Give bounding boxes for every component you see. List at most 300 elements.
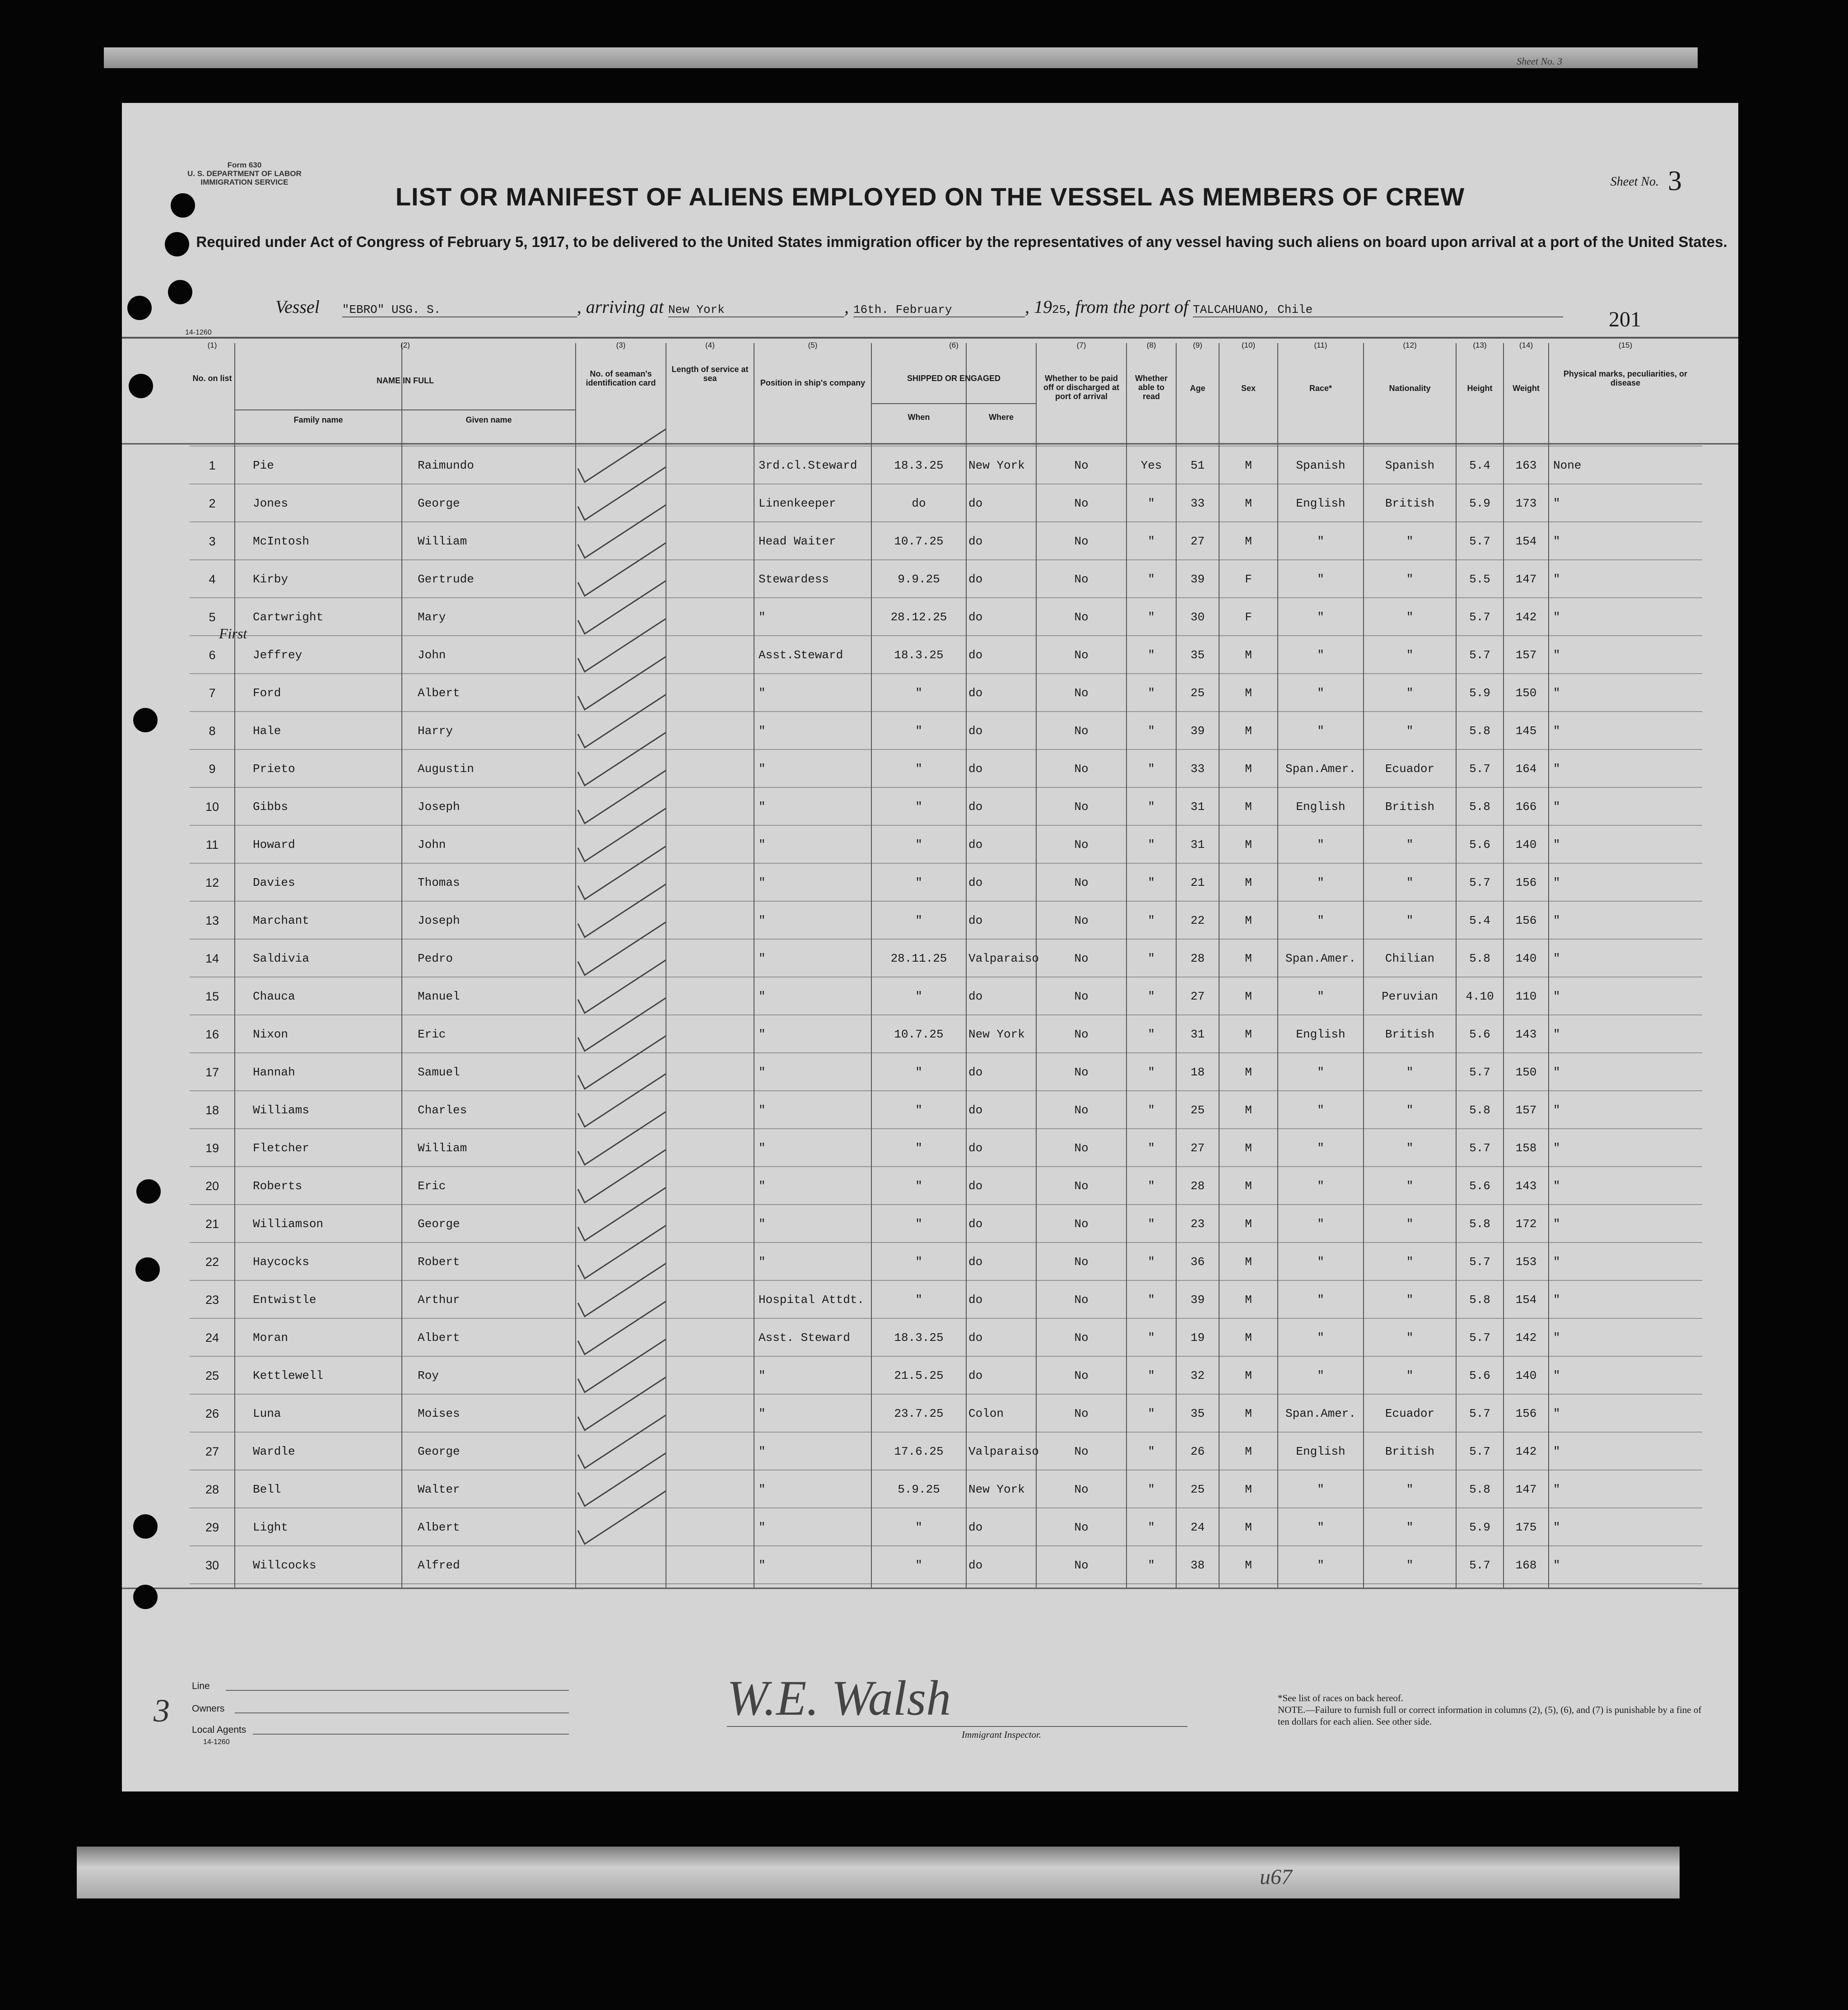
row-number: 4 bbox=[209, 572, 216, 586]
race: " bbox=[1317, 1559, 1324, 1572]
physical-marks: " bbox=[1553, 1141, 1560, 1155]
check-mark bbox=[578, 1415, 666, 1468]
nationality: " bbox=[1406, 1293, 1414, 1307]
nationality: " bbox=[1406, 1065, 1414, 1079]
row-number: 5 bbox=[209, 610, 216, 624]
family-name: Kettlewell bbox=[253, 1369, 324, 1382]
race: English bbox=[1296, 800, 1345, 814]
shipped-when: " bbox=[915, 876, 922, 889]
paid-off: No bbox=[1074, 1217, 1089, 1231]
shipped-where: do bbox=[968, 1331, 983, 1345]
weight: 154 bbox=[1515, 1293, 1537, 1307]
shipped-when: " bbox=[915, 914, 922, 927]
weight: 150 bbox=[1515, 686, 1537, 700]
shipped-when: " bbox=[915, 838, 922, 851]
position: " bbox=[759, 1445, 766, 1458]
able-to-read: " bbox=[1148, 1103, 1155, 1117]
age: 32 bbox=[1190, 1369, 1205, 1382]
position: " bbox=[759, 990, 766, 1003]
given-name: Harry bbox=[418, 724, 453, 738]
first-annotation: First bbox=[219, 625, 247, 642]
column-number: (3) bbox=[616, 341, 626, 349]
shipped-when: " bbox=[915, 686, 922, 700]
physical-marks: " bbox=[1553, 648, 1560, 662]
height: 5.8 bbox=[1469, 724, 1490, 738]
check-mark bbox=[578, 808, 666, 861]
position: Asst.Steward bbox=[759, 648, 843, 662]
check-mark bbox=[578, 1491, 666, 1544]
able-to-read: " bbox=[1148, 762, 1155, 776]
paid-off: No bbox=[1074, 1331, 1089, 1345]
sex: M bbox=[1245, 724, 1252, 738]
sex: M bbox=[1245, 952, 1252, 965]
shipped-where: do bbox=[968, 800, 983, 814]
shipped-when: 18.3.25 bbox=[894, 1331, 944, 1345]
paid-off: No bbox=[1074, 838, 1089, 851]
shipped-where: Valparaiso bbox=[968, 952, 1039, 965]
shipped-when: 18.3.25 bbox=[894, 648, 944, 662]
paid-off: No bbox=[1074, 459, 1089, 472]
height: 5.8 bbox=[1469, 952, 1490, 965]
physical-marks: " bbox=[1553, 610, 1560, 624]
column-number: (11) bbox=[1314, 341, 1327, 349]
paid-off: No bbox=[1074, 1255, 1089, 1269]
shipped-when: " bbox=[915, 762, 922, 776]
age: 27 bbox=[1190, 535, 1205, 548]
age: 39 bbox=[1190, 572, 1205, 586]
race: Span.Amer. bbox=[1285, 762, 1356, 776]
sex: M bbox=[1245, 1521, 1252, 1534]
shipped-where: do bbox=[968, 648, 983, 662]
physical-marks: " bbox=[1553, 686, 1560, 700]
weight: 164 bbox=[1515, 762, 1537, 776]
signature-rule bbox=[727, 1726, 1187, 1727]
punch-hole bbox=[136, 1179, 161, 1204]
given-name: Eric bbox=[418, 1028, 446, 1041]
shipped-where: Colon bbox=[968, 1407, 1004, 1420]
nationality: British bbox=[1385, 497, 1435, 510]
age: 28 bbox=[1190, 1179, 1205, 1193]
row-number: 22 bbox=[205, 1255, 219, 1269]
height: 5.7 bbox=[1469, 1255, 1490, 1269]
sheet-label: Sheet No. bbox=[1610, 175, 1659, 189]
paid-off: No bbox=[1074, 1369, 1089, 1382]
sex: M bbox=[1245, 1331, 1252, 1345]
from-label: , from the port of bbox=[1066, 297, 1188, 317]
paid-off: No bbox=[1074, 610, 1089, 624]
sex: M bbox=[1245, 1255, 1252, 1269]
shipped-when: 23.7.25 bbox=[894, 1407, 944, 1420]
able-to-read: " bbox=[1148, 648, 1155, 662]
shipped-when: " bbox=[915, 1293, 922, 1307]
able-to-read: " bbox=[1148, 1141, 1155, 1155]
family-name: Ford bbox=[253, 686, 281, 700]
height: 5.7 bbox=[1469, 1331, 1490, 1345]
form-number: Form 630 bbox=[227, 161, 262, 169]
header-shipped-or-engaged: SHIPPED OR ENGAGED bbox=[907, 374, 1001, 383]
given-name: John bbox=[418, 838, 446, 851]
column-number: (4) bbox=[705, 341, 715, 349]
shipped-where: do bbox=[968, 535, 983, 548]
family-name: Saldivia bbox=[253, 952, 309, 965]
family-name: McIntosh bbox=[253, 535, 309, 548]
height: 5.6 bbox=[1469, 1369, 1490, 1382]
race: " bbox=[1317, 1255, 1324, 1269]
height: 5.7 bbox=[1469, 610, 1490, 624]
able-to-read: " bbox=[1148, 838, 1155, 851]
physical-marks: " bbox=[1553, 1293, 1560, 1307]
position: 3rd.cl.Steward bbox=[759, 459, 857, 472]
row-number: 1 bbox=[209, 459, 216, 472]
race: " bbox=[1317, 724, 1324, 738]
shipped-when: 28.12.25 bbox=[890, 610, 947, 624]
paid-off: No bbox=[1074, 1141, 1089, 1155]
sex: M bbox=[1245, 876, 1252, 889]
check-mark bbox=[578, 467, 666, 520]
position: " bbox=[759, 876, 766, 889]
arrival-date: 16th. February bbox=[853, 303, 1025, 317]
weight: 145 bbox=[1515, 724, 1537, 738]
shipped-where: do bbox=[968, 572, 983, 586]
row-number: 25 bbox=[205, 1369, 219, 1382]
height: 5.4 bbox=[1469, 914, 1490, 927]
arrival-year: 25 bbox=[1052, 303, 1066, 316]
height: 5.6 bbox=[1469, 1179, 1490, 1193]
height: 5.8 bbox=[1469, 1293, 1490, 1307]
paid-off: No bbox=[1074, 914, 1089, 927]
row-number: 27 bbox=[205, 1445, 219, 1458]
shipped-where: do bbox=[968, 876, 983, 889]
check-mark bbox=[578, 581, 666, 634]
age: 18 bbox=[1190, 1065, 1205, 1079]
height: 5.7 bbox=[1469, 648, 1490, 662]
column-number: (14) bbox=[1519, 341, 1533, 349]
family-name: Jones bbox=[253, 497, 289, 510]
paid-off: No bbox=[1074, 1293, 1089, 1307]
vessel-line: Vessel "EBRO" USG. S. , arriving at New York , 16th. February , 1925, from the port of TALCAHUANO, Chile bbox=[275, 296, 1563, 317]
height: 5.5 bbox=[1469, 572, 1490, 586]
nationality: " bbox=[1406, 1217, 1414, 1231]
check-mark bbox=[578, 770, 666, 824]
position: " bbox=[759, 1028, 766, 1041]
column-number: (7) bbox=[1076, 341, 1086, 349]
shipped-when: " bbox=[915, 1521, 922, 1534]
weight: 143 bbox=[1515, 1028, 1537, 1041]
row-number: 21 bbox=[205, 1217, 219, 1231]
sex: F bbox=[1245, 572, 1252, 586]
weight: 156 bbox=[1515, 1407, 1537, 1420]
header-name-in-full: NAME IN FULL bbox=[377, 376, 434, 385]
race: English bbox=[1296, 1445, 1345, 1458]
age: 19 bbox=[1190, 1331, 1205, 1345]
given-name: Walter bbox=[418, 1483, 460, 1496]
given-name: Joseph bbox=[418, 800, 460, 814]
paid-off: No bbox=[1074, 1103, 1089, 1117]
physical-marks: " bbox=[1553, 1065, 1560, 1079]
family-name: Prieto bbox=[253, 762, 295, 776]
shipped-where: do bbox=[968, 686, 983, 700]
shipped-where: do bbox=[968, 990, 983, 1003]
family-name: Roberts bbox=[253, 1179, 303, 1193]
sheet-number-value: 3 bbox=[1668, 166, 1682, 196]
punch-hole bbox=[129, 374, 153, 398]
row-number: 30 bbox=[205, 1559, 219, 1572]
shipped-where: do bbox=[968, 1103, 983, 1117]
paid-off: No bbox=[1074, 800, 1089, 814]
paid-off: No bbox=[1074, 952, 1089, 965]
able-to-read: " bbox=[1148, 1559, 1155, 1572]
position: " bbox=[759, 1179, 766, 1193]
check-mark bbox=[578, 1225, 666, 1279]
row-number: 18 bbox=[205, 1103, 219, 1117]
family-name: Kirby bbox=[253, 572, 289, 586]
nationality: " bbox=[1406, 610, 1414, 624]
sex: M bbox=[1245, 459, 1252, 472]
age: 33 bbox=[1190, 497, 1205, 510]
race: " bbox=[1317, 572, 1324, 586]
weight: 154 bbox=[1515, 535, 1537, 548]
check-mark bbox=[578, 1112, 666, 1165]
family-name: Hale bbox=[253, 724, 281, 738]
given-name: George bbox=[418, 1217, 460, 1231]
weight: 168 bbox=[1515, 1559, 1537, 1572]
family-name: Fletcher bbox=[253, 1141, 309, 1155]
nationality: " bbox=[1406, 1369, 1414, 1382]
family-name: Wardle bbox=[253, 1445, 295, 1458]
column-number: (8) bbox=[1146, 341, 1156, 349]
able-to-read: " bbox=[1148, 1407, 1155, 1420]
weight: 156 bbox=[1515, 876, 1537, 889]
nationality: " bbox=[1406, 1103, 1414, 1117]
able-to-read: " bbox=[1148, 800, 1155, 814]
shipped-when: do bbox=[912, 497, 926, 510]
row-number: 9 bbox=[209, 762, 216, 776]
physical-marks: " bbox=[1553, 1407, 1560, 1420]
able-to-read: " bbox=[1148, 914, 1155, 927]
column-number: (10) bbox=[1241, 341, 1256, 349]
paid-off: No bbox=[1074, 762, 1089, 776]
family-name: Davies bbox=[253, 876, 295, 889]
family-name: Nixon bbox=[253, 1028, 289, 1041]
header-where: Where bbox=[988, 413, 1014, 422]
weight: 175 bbox=[1515, 1521, 1537, 1534]
given-name: Thomas bbox=[418, 876, 460, 889]
weight: 140 bbox=[1515, 952, 1537, 965]
table-grid bbox=[122, 103, 1738, 1791]
race: " bbox=[1317, 610, 1324, 624]
position: " bbox=[759, 762, 766, 776]
age: 51 bbox=[1190, 459, 1205, 472]
age: 25 bbox=[1190, 686, 1205, 700]
position: " bbox=[759, 800, 766, 814]
check-mark bbox=[578, 1377, 666, 1430]
arriving-label: , arriving at bbox=[577, 297, 664, 317]
year-prefix: 19 bbox=[1034, 297, 1052, 317]
column-number: (6) bbox=[949, 341, 959, 349]
family-name: Hannah bbox=[253, 1065, 295, 1079]
age: 24 bbox=[1190, 1521, 1205, 1534]
race: " bbox=[1317, 1293, 1324, 1307]
shipped-when: 5.9.25 bbox=[898, 1483, 940, 1496]
given-name: William bbox=[418, 535, 467, 548]
given-name: Moises bbox=[418, 1407, 460, 1420]
shipped-where: do bbox=[968, 1559, 983, 1572]
family-name: Entwistle bbox=[253, 1293, 317, 1307]
physical-marks: " bbox=[1553, 1028, 1560, 1041]
check-mark bbox=[578, 846, 666, 899]
punch-hole bbox=[135, 1257, 160, 1282]
able-to-read: " bbox=[1148, 724, 1155, 738]
height: 5.7 bbox=[1469, 762, 1490, 776]
family-name: Gibbs bbox=[253, 800, 289, 814]
able-to-read: " bbox=[1148, 535, 1155, 548]
punch-hole bbox=[171, 193, 195, 218]
header-given-name: Given name bbox=[465, 415, 512, 424]
height: 5.7 bbox=[1469, 1141, 1490, 1155]
sex: M bbox=[1245, 1217, 1252, 1231]
check-mark bbox=[578, 732, 666, 786]
given-name: John bbox=[418, 648, 446, 662]
physical-marks: " bbox=[1553, 838, 1560, 851]
shipped-where: New York bbox=[968, 1483, 1025, 1496]
age: 23 bbox=[1190, 1217, 1205, 1231]
able-to-read: " bbox=[1148, 1255, 1155, 1269]
weight: 142 bbox=[1515, 1445, 1537, 1458]
row-number: 13 bbox=[205, 914, 219, 927]
line-label: Line bbox=[192, 1681, 210, 1691]
age: 35 bbox=[1190, 648, 1205, 662]
weight: 166 bbox=[1515, 800, 1537, 814]
row-number: 24 bbox=[205, 1331, 219, 1345]
header-nationality: Nationality bbox=[1389, 384, 1431, 393]
weight: 143 bbox=[1515, 1179, 1537, 1193]
paid-off: No bbox=[1074, 497, 1089, 510]
physical-marks: " bbox=[1553, 572, 1560, 586]
given-name: George bbox=[418, 1445, 460, 1458]
sex: M bbox=[1245, 838, 1252, 851]
column-number: (13) bbox=[1473, 341, 1487, 349]
weight: 156 bbox=[1515, 914, 1537, 927]
physical-marks: " bbox=[1553, 1445, 1560, 1458]
age: 25 bbox=[1190, 1103, 1205, 1117]
row-number: 29 bbox=[205, 1521, 219, 1534]
race: " bbox=[1317, 1483, 1324, 1496]
shipped-where: do bbox=[968, 838, 983, 851]
age: 28 bbox=[1190, 952, 1205, 965]
shipped-when: 18.3.25 bbox=[894, 459, 944, 472]
nationality: British bbox=[1385, 1028, 1435, 1041]
check-mark bbox=[578, 619, 666, 672]
nationality: " bbox=[1406, 1559, 1414, 1572]
header-height: Height bbox=[1467, 384, 1493, 393]
paid-off: No bbox=[1074, 648, 1089, 662]
shipped-where: do bbox=[968, 610, 983, 624]
shipped-where: do bbox=[968, 1521, 983, 1534]
given-name: Alfred bbox=[418, 1559, 460, 1572]
paid-off: No bbox=[1074, 535, 1089, 548]
nationality: " bbox=[1406, 1483, 1414, 1496]
nationality: Spanish bbox=[1385, 459, 1435, 472]
shipped-where: New York bbox=[968, 1028, 1025, 1041]
column-number: (9) bbox=[1193, 341, 1202, 349]
race: Span.Amer. bbox=[1285, 952, 1356, 965]
able-to-read: " bbox=[1148, 610, 1155, 624]
row-number: 11 bbox=[205, 838, 219, 851]
height: 5.9 bbox=[1469, 686, 1490, 700]
form-code: 14-1260 bbox=[185, 329, 212, 336]
given-name: Joseph bbox=[418, 914, 460, 927]
paid-off: No bbox=[1074, 1445, 1089, 1458]
punch-hole bbox=[165, 232, 189, 256]
sex: M bbox=[1245, 1141, 1252, 1155]
header-physical-marks: Physical marks, peculiarities, or disease bbox=[1563, 369, 1688, 387]
nationality: " bbox=[1406, 686, 1414, 700]
age: 38 bbox=[1190, 1559, 1205, 1572]
position: " bbox=[759, 1521, 766, 1534]
race: " bbox=[1317, 686, 1324, 700]
vessel-name: "EBRO" USG. S. bbox=[342, 303, 577, 317]
position: " bbox=[759, 1065, 766, 1079]
row-number: 8 bbox=[209, 724, 216, 738]
sex: M bbox=[1245, 1445, 1252, 1458]
paid-off: No bbox=[1074, 686, 1089, 700]
service-name: IMMIGRATION SERVICE bbox=[200, 178, 289, 186]
race: " bbox=[1317, 1103, 1324, 1117]
age: 31 bbox=[1190, 1028, 1205, 1041]
row-number: 3 bbox=[209, 535, 216, 548]
vessel-label: Vessel bbox=[275, 297, 320, 317]
able-to-read: " bbox=[1148, 1179, 1155, 1193]
race: " bbox=[1317, 1065, 1324, 1079]
nationality: " bbox=[1406, 838, 1414, 851]
age: 27 bbox=[1190, 1141, 1205, 1155]
able-to-read: " bbox=[1148, 876, 1155, 889]
position: " bbox=[759, 724, 766, 738]
sex: M bbox=[1245, 535, 1252, 548]
physical-marks: " bbox=[1553, 876, 1560, 889]
sex: F bbox=[1245, 610, 1252, 624]
weight: 157 bbox=[1515, 1103, 1537, 1117]
age: 22 bbox=[1190, 914, 1205, 927]
sex: M bbox=[1245, 800, 1252, 814]
given-name: Manuel bbox=[418, 990, 460, 1003]
row-number: 16 bbox=[205, 1028, 219, 1041]
department-name: U. S. DEPARTMENT OF LABOR bbox=[187, 169, 302, 178]
punch-hole bbox=[133, 1585, 158, 1609]
physical-marks: " bbox=[1553, 952, 1560, 965]
position: " bbox=[759, 1141, 766, 1155]
header-position: Position in ship's company bbox=[760, 378, 866, 387]
position: Head Waiter bbox=[759, 535, 836, 548]
given-name: Albert bbox=[418, 686, 460, 700]
given-name: Eric bbox=[418, 1179, 446, 1193]
sex: M bbox=[1245, 497, 1252, 510]
shipped-where: do bbox=[968, 1179, 983, 1193]
sex: M bbox=[1245, 1065, 1252, 1079]
row-number: 23 bbox=[205, 1293, 219, 1307]
race: English bbox=[1296, 497, 1345, 510]
paid-off: No bbox=[1074, 1559, 1089, 1572]
weight: 157 bbox=[1515, 648, 1537, 662]
row-number: 19 bbox=[205, 1141, 219, 1155]
height: 5.7 bbox=[1469, 535, 1490, 548]
handwritten-number: 201 bbox=[1609, 307, 1641, 331]
position: " bbox=[759, 1217, 766, 1231]
race: " bbox=[1317, 1331, 1324, 1345]
sex: M bbox=[1245, 1028, 1252, 1041]
height: 5.6 bbox=[1469, 1028, 1490, 1041]
owners-field-rule bbox=[235, 1712, 569, 1713]
